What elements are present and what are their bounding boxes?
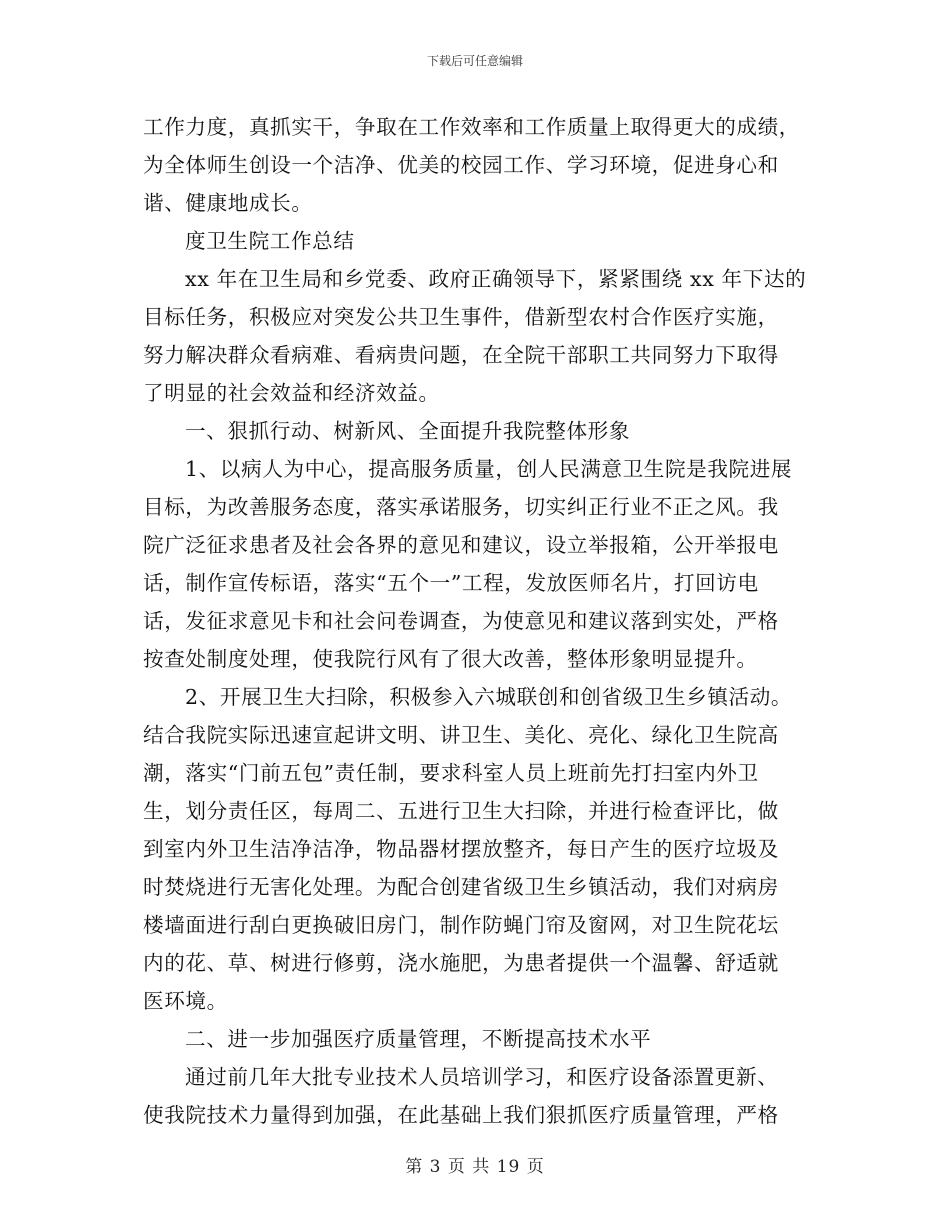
text-line: 话，制作宣传标语，落实“五个一”工程，发放医师名片，打回访电 [143, 571, 759, 595]
text-line: 院广泛征求患者及社会各界的意见和建议，设立举报箱，公开举报电 [143, 533, 779, 557]
text-line: 1、以病人为中心，提高服务质量，创人民满意卫生院是我院进展 [185, 457, 793, 481]
text-line: 目标任务，积极应对突发公共卫生事件，借新型农村合作医疗实施， [143, 305, 779, 329]
text-line: xx 年在卫生局和乡党委、政府正确领导下，紧紧围绕 xx 年下达的 [185, 267, 807, 291]
text-line: 结合我院实际迅速宣起讲文明、讲卫生、美化、亮化、绿化卫生院高 [143, 723, 779, 747]
text-line: 话，发征求意见卡和社会问卷调查，为使意见和建议落到实处，严格 [143, 609, 779, 633]
text-line: 生，划分责任区，每周二、五进行卫生大扫除，并进行检查评比，做 [143, 799, 779, 823]
text-line: 二、进一步加强医疗质量管理，不断提高技术水平 [185, 1027, 652, 1051]
text-line: 2、开展卫生大扫除，积极参入六城联创和创省级卫生乡镇活动。 [185, 685, 793, 709]
page-number: 第 3 页 共 19 页 [405, 1157, 545, 1177]
text-line: 努力解决群众看病难、看病贵问题，在全院干部职工共同努力下取得 [143, 343, 779, 367]
text-line: 了明显的社会效益和经济效益。 [143, 381, 440, 405]
text-line: 潮，落实“门前五包”责任制，要求科室人员上班前先打扫室内外卫 [143, 761, 759, 785]
text-line: 度卫生院工作总结 [185, 229, 355, 253]
document-body [143, 108, 807, 1134]
text-line: 通过前几年大批专业技术人员培训学习，和医疗设备添置更新、 [185, 1065, 779, 1089]
text-line: 时焚烧进行无害化处理。为配合创建省级卫生乡镇活动，我们对病房 [143, 875, 779, 899]
text-line: 目标，为改善服务态度，落实承诺服务，切实纠正行业不正之风。我 [143, 495, 779, 519]
page-header: 下载后可任意编辑 [426, 54, 523, 68]
text-line: 内的花、草、树进行修剪，浇水施肥，为患者提供一个温馨、舒适就 [143, 951, 779, 975]
text-line: 到室内外卫生洁净洁净，物品器材摆放整齐，每日产生的医疗垃圾及 [143, 837, 779, 861]
text-line: 为全体师生创设一个洁净、优美的校园工作、学习环境，促进身心和 [143, 153, 779, 177]
text-line: 使我院技术力量得到加强，在此基础上我们狠抓医疗质量管理，严格 [143, 1103, 779, 1127]
text-line: 按查处制度处理，使我院行风有了很大改善，整体形象明显提升。 [143, 647, 758, 671]
text-line: 工作力度，真抓实干，争取在工作效率和工作质量上取得更大的成绩， [143, 115, 801, 139]
text-line: 一、狠抓行动、树新风、全面提升我院整体形象 [185, 419, 631, 443]
text-line: 谐、健康地成长。 [143, 191, 313, 215]
text-line: 楼墙面进行刮白更换破旧房门，制作防蝇门帘及窗网，对卫生院花坛 [143, 913, 779, 937]
text-line: 医环境。 [143, 989, 228, 1013]
